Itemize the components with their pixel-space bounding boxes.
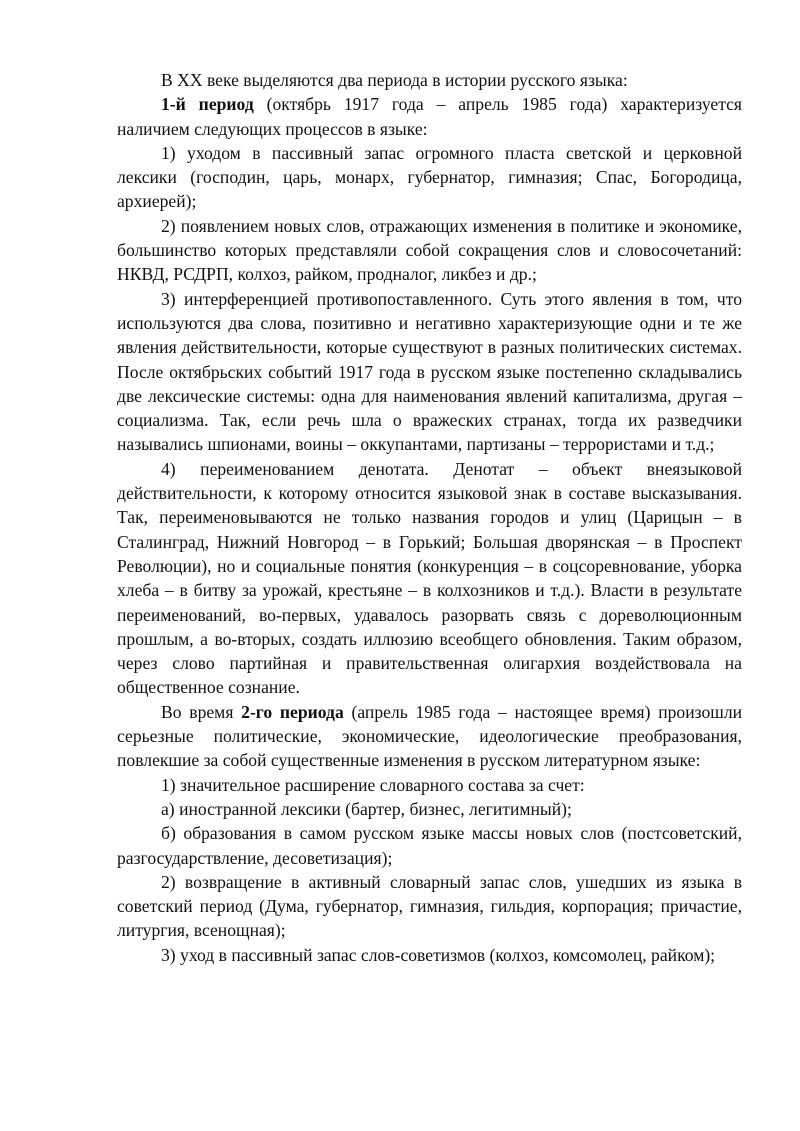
period2-item-1: 1) значительное расширение словарного состава за счет: — [161, 774, 585, 795]
period2-prefix: Во время — [161, 701, 242, 722]
period1-item-2: 2) появлением новых слов, отражающих изменения в политике и экономике, большинство которых представляли собой сокращения слов и словосочетаний: НКВД, РСДРП, колхоз, райком, продналог, ликбез и др.; — [117, 215, 742, 285]
period1-label: 1-й период — [161, 94, 254, 115]
period1-item-3: 3) интерференцией противопоставленного. Суть этого явления в том, что используются два слова, позитивно и негативно характеризующие одни и те же явления действительности, которые существуют в разных политических системах. После октябрьских событий 1917 года в русском языке постепенно складывались две лексические системы: одна для наименования явлений капитализма, другая – социализма. Так, если речь шла о вражеских странах, тогда их разведчики назывались шпионами, воины – оккупантами, партизаны – террористами и т.д.; — [117, 288, 742, 455]
period1-item-4: 4) переименованием денотата. Денотат – объект внеязыковой действительности, к которому относится языковой знак в составе высказывания. Так, переименовываются не только названия городов и улиц (Царицын – в Сталинград, Нижний Новгород – в Горький; Большая дворянская – в Проспект Революции), но и социальные понятия (конкуренция – в соцсоревнование, уборка хлеба – в битву за урожай, крестьяне – в колхозников и т.д.). Власти в результате переименований, во-первых, удавалось разорвать связь с дореволюционным прошлым, а во-вторых, создать иллюзию всеобщего обновления. Таким образом, через слово партийная и правительственная олигархия воздействовала на общественное сознание. — [117, 458, 742, 698]
period2-paragraph — [117, 700, 742, 773]
period2-item-1b: б) образования в самом русском языке массы новых слов (постсоветский, разгосударствление, десоветизация); — [117, 823, 742, 868]
period1-text: (октябрь 1917 года – апрель 1985 года) характеризуется наличием следующих процессов в языке: — [117, 94, 742, 139]
period2-item-3: 3) уход в пассивный запас слов-советизмов (колхоз, комсомолец, райком); — [161, 944, 716, 965]
period2-label: 2-го периода — [241, 701, 344, 722]
period1-item-1: 1) уходом в пассивный запас огромного пласта светской и церковной лексики (господин, царь, монарх, губернатор, гимназия; Спас, Богородица, архиерей); — [117, 142, 742, 212]
period2-item-1a: а) иностранной лексики (бартер, бизнес, легитимный); — [161, 798, 572, 819]
period2-text: (апрель 1985 года – настоящее время) произошли серьезные политические, экономические, идеологические преобразования, повлекшие за собой существенные изменения в русском литературном языке: — [117, 701, 743, 771]
intro-paragraph: В XX веке выделяются два периода в истории русского языка: — [161, 70, 628, 90]
period1-paragraph — [117, 92, 742, 141]
period2-item-2: 2) возвращение в активный словарный запас слов, ушедших из языка в советский период (Дума, губернатор, гимназия, гильдия, корпорация; причастие, литургия, всенощная); — [117, 871, 742, 941]
